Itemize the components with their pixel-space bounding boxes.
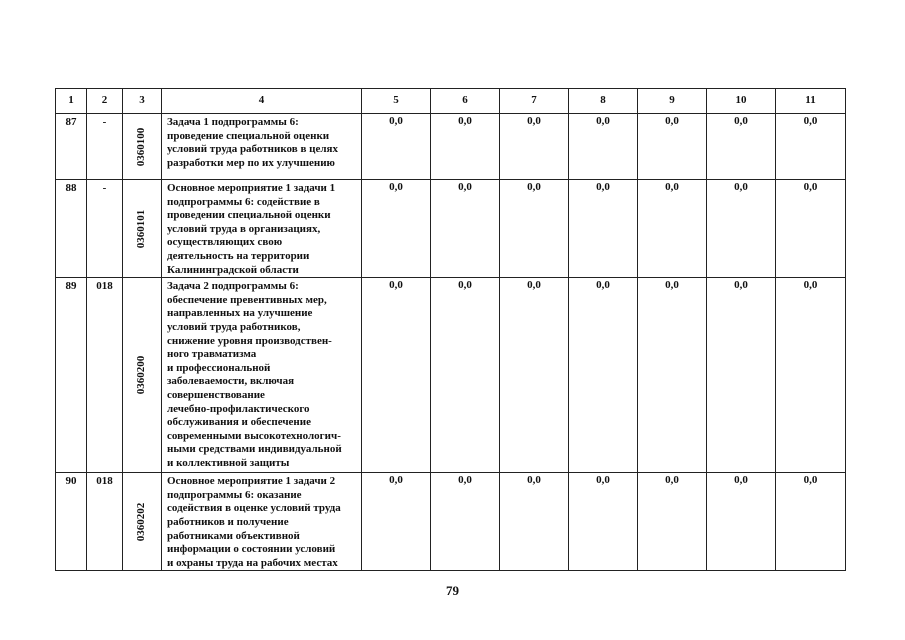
table-row [56, 278, 846, 473]
column-header-7: 7 [500, 89, 569, 114]
value-cell-9: 0,0 [638, 278, 707, 473]
value-cell-5: 0,0 [362, 278, 431, 473]
column-header-9: 9 [638, 89, 707, 114]
code-cell [123, 114, 162, 180]
value-cell-6: 0,0 [431, 180, 500, 278]
value-cell-8: 0,0 [569, 278, 638, 473]
value-cell-7: 0,0 [500, 114, 569, 180]
description-text: Основное мероприятие 1 задачи 2 подпрограммы 6: оказание содействия в оценке условий труда работников и получение работниками объективной информации о состоянии условий и охраны труда на рабочих местах [167, 475, 341, 569]
column-header-3: 3 [123, 89, 162, 114]
description-text: Основное мероприятие 1 задачи 1 подпрограммы 6: содействие в проведении специальной оценки условий труда в организациях, осуществляющих свою деятельность на территории Калининградской области [167, 182, 336, 276]
column-header-10: 10 [707, 89, 776, 114]
code-cell [123, 473, 162, 571]
code-cell [123, 180, 162, 278]
value-cell-6: 0,0 [431, 473, 500, 571]
value-cell-10: 0,0 [707, 180, 776, 278]
column-header-2: 2 [87, 89, 123, 114]
column-header-1: 1 [56, 89, 87, 114]
value-cell-11: 0,0 [776, 114, 846, 180]
value-cell-10: 0,0 [707, 278, 776, 473]
description-cell [162, 278, 362, 473]
description-cell [162, 473, 362, 571]
column-header-11: 11 [776, 89, 846, 114]
header-row [56, 89, 846, 114]
table-row [56, 473, 846, 571]
column-header-6: 6 [431, 89, 500, 114]
value-cell-7: 0,0 [500, 278, 569, 473]
column-header-5: 5 [362, 89, 431, 114]
value-cell-5: 0,0 [362, 114, 431, 180]
value-cell-6: 0,0 [431, 278, 500, 473]
row-number-cell: 89 [56, 278, 87, 473]
grbs-cell: - [87, 180, 123, 278]
value-cell-9: 0,0 [638, 180, 707, 278]
code-text: 0360200 [135, 355, 148, 395]
value-cell-9: 0,0 [638, 473, 707, 571]
row-number-cell: 88 [56, 180, 87, 278]
value-cell-7: 0,0 [500, 180, 569, 278]
row-number-cell: 90 [56, 473, 87, 571]
value-cell-5: 0,0 [362, 180, 431, 278]
table-row [56, 114, 846, 180]
value-cell-8: 0,0 [569, 180, 638, 278]
grbs-cell: - [87, 114, 123, 180]
value-cell-8: 0,0 [569, 473, 638, 571]
value-cell-8: 0,0 [569, 114, 638, 180]
value-cell-11: 0,0 [776, 473, 846, 571]
code-cell [123, 278, 162, 473]
table-row [56, 180, 846, 278]
value-cell-10: 0,0 [707, 473, 776, 571]
description-cell [162, 180, 362, 278]
value-cell-11: 0,0 [776, 180, 846, 278]
value-cell-9: 0,0 [638, 114, 707, 180]
value-cell-10: 0,0 [707, 114, 776, 180]
grbs-cell: 018 [87, 278, 123, 473]
code-text: 0360100 [135, 127, 148, 166]
value-cell-6: 0,0 [431, 114, 500, 180]
value-cell-11: 0,0 [776, 278, 846, 473]
budget-table [55, 88, 846, 571]
code-text: 0360101 [135, 209, 148, 248]
code-text: 0360202 [135, 502, 148, 541]
value-cell-5: 0,0 [362, 473, 431, 571]
row-number-cell: 87 [56, 114, 87, 180]
page-number: 79 [446, 583, 459, 598]
grbs-cell: 018 [87, 473, 123, 571]
column-header-8: 8 [569, 89, 638, 114]
column-header-4: 4 [162, 89, 362, 114]
description-text: Задача 1 подпрограммы 6: проведение специальной оценки условий труда работников в целях разработки мер по их улучшению [167, 116, 338, 169]
value-cell-7: 0,0 [500, 473, 569, 571]
description-cell [162, 114, 362, 180]
description-text: Задача 2 подпрограммы 6: обеспечение превентивных мер, направленных на улучшение условий труда работников, снижение уровня производствен- ного травматизма и профессиональной заболеваемости, включая совершенствование лечебно-профилактического обслуживания и обеспечение современными высокотехнологич- ными средствами индивидуальной и коллективной защиты [167, 280, 342, 469]
